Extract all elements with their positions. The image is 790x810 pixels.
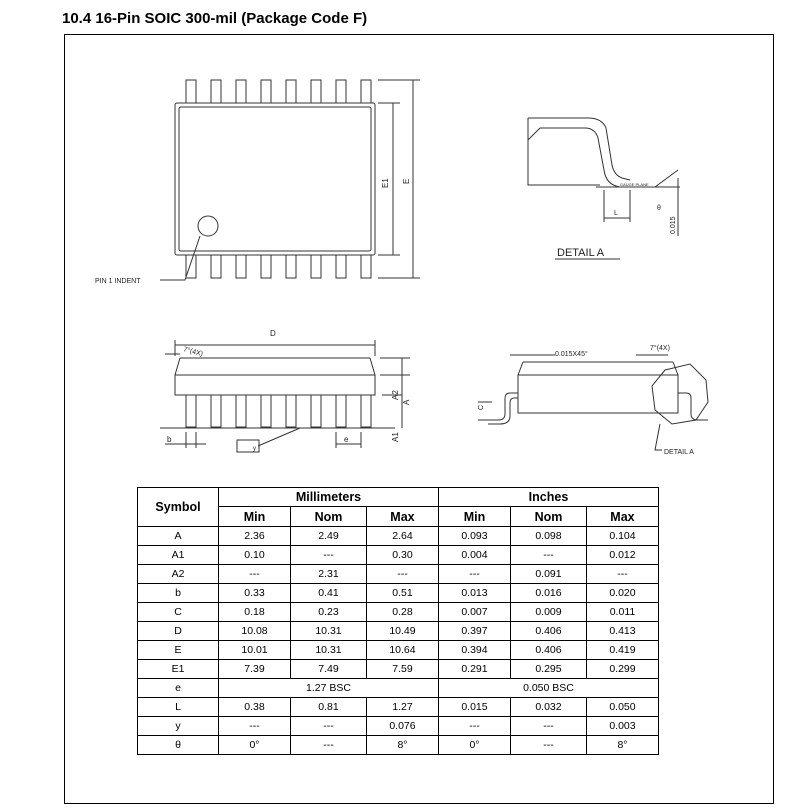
- table-row: [138, 698, 659, 717]
- dim-angle-left: 7°(4X): [182, 346, 204, 359]
- detail-a-ref: DETAIL A: [664, 449, 694, 456]
- table-row: [138, 660, 659, 679]
- detail-a-title: DETAIL A: [557, 247, 605, 259]
- cell: 0.30: [366, 546, 438, 565]
- cell: 10.49: [366, 622, 438, 641]
- cell: ---: [291, 546, 367, 565]
- header-millimeters: Millimeters: [219, 488, 439, 507]
- cell: 0.295: [510, 660, 586, 679]
- cell: ---: [510, 736, 586, 755]
- cell: 2.49: [291, 527, 367, 546]
- dim-D: D: [270, 329, 276, 338]
- cell: 0.33: [219, 584, 291, 603]
- cell: 0.18: [219, 603, 291, 622]
- cell: 0.013: [438, 584, 510, 603]
- table-row: [138, 546, 659, 565]
- cell: 0.23: [291, 603, 367, 622]
- table-row: [138, 527, 659, 546]
- cell: 0.012: [586, 546, 658, 565]
- cell-symbol: b: [138, 584, 219, 603]
- gauge-plane-label: GAUGE PLANE: [620, 182, 649, 187]
- cell: 0.007: [438, 603, 510, 622]
- dim-angle-right: 7°(4X): [650, 345, 670, 352]
- cell: 0.41: [291, 584, 367, 603]
- cell: 7.49: [291, 660, 367, 679]
- cell: ---: [586, 565, 658, 584]
- cell: 8°: [586, 736, 658, 755]
- sub-mm-max: Max: [366, 507, 438, 527]
- cell: 2.31: [291, 565, 367, 584]
- cell-symbol: C: [138, 603, 219, 622]
- cell: 10.31: [291, 641, 367, 660]
- dim-e: e: [344, 435, 349, 444]
- cell-symbol: E1: [138, 660, 219, 679]
- dim-E: E: [402, 178, 411, 184]
- cell-symbol: L: [138, 698, 219, 717]
- cell: 0.38: [219, 698, 291, 717]
- cell: 0.050: [586, 698, 658, 717]
- dim-gauge: 0.015: [670, 216, 677, 234]
- cell: 8°: [366, 736, 438, 755]
- cell: 0.81: [291, 698, 367, 717]
- cell: 0.098: [510, 527, 586, 546]
- sub-mm-min: Min: [219, 507, 291, 527]
- cell: ---: [438, 565, 510, 584]
- cell: 0.020: [586, 584, 658, 603]
- cell-symbol: y: [138, 717, 219, 736]
- table-row: [138, 717, 659, 736]
- cell: 10.64: [366, 641, 438, 660]
- cell-symbol: D: [138, 622, 219, 641]
- cell: 10.31: [291, 622, 367, 641]
- cell: ---: [291, 736, 367, 755]
- cell: 0.419: [586, 641, 658, 660]
- cell: 7.59: [366, 660, 438, 679]
- header-symbol: Symbol: [138, 488, 219, 527]
- cell-symbol: E: [138, 641, 219, 660]
- cell: 0.076: [366, 717, 438, 736]
- dim-E1: E1: [381, 178, 390, 188]
- cell-symbol: θ: [138, 736, 219, 755]
- side-view: [478, 355, 708, 450]
- dim-theta: θ: [657, 205, 661, 212]
- cell: 0.10: [219, 546, 291, 565]
- cell: 0.394: [438, 641, 510, 660]
- cell: 10.08: [219, 622, 291, 641]
- cell: 0.093: [438, 527, 510, 546]
- cell-symbol: e: [138, 679, 219, 698]
- table-row: [138, 603, 659, 622]
- dim-b: b: [167, 435, 172, 444]
- dim-y: y: [253, 446, 256, 452]
- cell-symbol: A: [138, 527, 219, 546]
- cell: 0.011: [586, 603, 658, 622]
- dim-A: A: [402, 399, 411, 405]
- cell: 0.406: [510, 622, 586, 641]
- cell: ---: [219, 565, 291, 584]
- cell-symbol: A2: [138, 565, 219, 584]
- detail-a: [528, 118, 680, 259]
- section-heading: 10.4 16-Pin SOIC 300-mil (Package Code F): [62, 10, 368, 27]
- dimensions-table: [137, 487, 659, 755]
- cell: 2.64: [366, 527, 438, 546]
- header-inches: Inches: [438, 488, 658, 507]
- cell: 2.36: [219, 527, 291, 546]
- cell: ---: [438, 717, 510, 736]
- table-row: [138, 736, 659, 755]
- sub-mm-nom: Nom: [291, 507, 367, 527]
- cell: 0.004: [438, 546, 510, 565]
- cell: 0.291: [438, 660, 510, 679]
- cell: 0.003: [586, 717, 658, 736]
- cell-e-in: 0.050 BSC: [438, 679, 658, 698]
- dim-chamfer: 0.015X45°: [555, 351, 588, 358]
- dim-A1: A1: [391, 432, 400, 442]
- cell: 0.015: [438, 698, 510, 717]
- cell: 0.032: [510, 698, 586, 717]
- cell: 0.104: [586, 527, 658, 546]
- cell: 0.397: [438, 622, 510, 641]
- cell: ---: [291, 717, 367, 736]
- pin1-label: PIN 1 INDENT: [95, 278, 141, 285]
- front-view-pins: [186, 395, 371, 427]
- cell: 0.51: [366, 584, 438, 603]
- table-row: [138, 565, 659, 584]
- cell: ---: [510, 717, 586, 736]
- cell-e-mm: 1.27 BSC: [219, 679, 439, 698]
- cell: 1.27: [366, 698, 438, 717]
- cell: 10.01: [219, 641, 291, 660]
- cell: 0.091: [510, 565, 586, 584]
- sub-in-nom: Nom: [510, 507, 586, 527]
- cell: 0.406: [510, 641, 586, 660]
- cell: ---: [219, 717, 291, 736]
- sub-in-max: Max: [586, 507, 658, 527]
- table-row: [138, 622, 659, 641]
- cell: 0°: [219, 736, 291, 755]
- cell: 0.009: [510, 603, 586, 622]
- cell: 0.299: [586, 660, 658, 679]
- top-view-pins-upper: [186, 80, 371, 103]
- dim-A2: A2: [391, 390, 400, 400]
- cell: 0.28: [366, 603, 438, 622]
- sub-in-min: Min: [438, 507, 510, 527]
- cell: 0.413: [586, 622, 658, 641]
- cell: ---: [510, 546, 586, 565]
- dim-L: L: [614, 210, 618, 217]
- cell-symbol: A1: [138, 546, 219, 565]
- cell: ---: [366, 565, 438, 584]
- cell: 7.39: [219, 660, 291, 679]
- table-row-e: [138, 679, 659, 698]
- dim-C: C: [478, 404, 485, 410]
- table-row: [138, 641, 659, 660]
- cell: 0°: [438, 736, 510, 755]
- top-view-pins-lower: [186, 255, 371, 278]
- table-row: [138, 584, 659, 603]
- cell: 0.016: [510, 584, 586, 603]
